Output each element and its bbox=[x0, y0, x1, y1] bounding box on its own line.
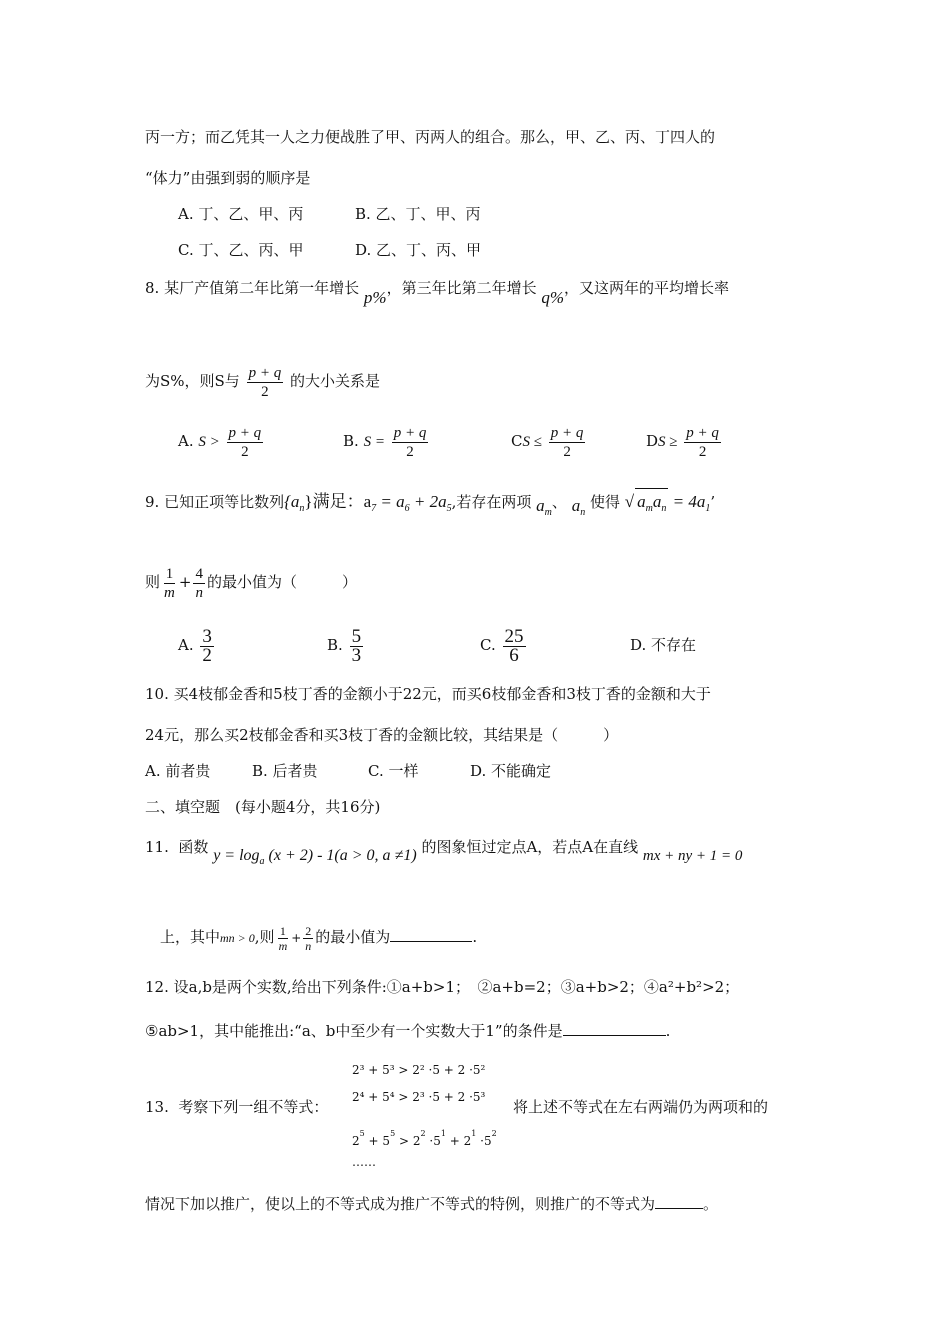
q8-option-d: DS ≥ $\frac{p + q}{2}$ bbox=[646, 424, 719, 460]
q13-ellipsis: …… bbox=[352, 1155, 376, 1169]
q8-text-a: 某厂产值第二年比第一年增长 bbox=[164, 279, 360, 297]
q9-option-b: B. $\frac{5}{3}$ bbox=[327, 625, 362, 666]
q8-fraction: $\frac{p + q}{2}$ bbox=[248, 364, 282, 400]
q10-option-b: B. 后者贵 bbox=[252, 762, 318, 780]
q11-answer-blank[interactable] bbox=[390, 927, 472, 942]
q12-answer-blank[interactable] bbox=[563, 1021, 666, 1036]
q10-line2: 24元，那么买2枝郁金香和买3枝丁香的金额比较，其结果是（ ） bbox=[145, 726, 619, 744]
q9-option-d: D. 不存在 bbox=[630, 636, 697, 654]
q13-line2: 情况下加以推广，使以上的不等式成为推广不等式的特例，则推广的不等式为 。 bbox=[145, 1195, 719, 1213]
section-heading-fill-in: 二、填空题 (每小题4分，共16分) bbox=[145, 798, 381, 816]
q10-option-d: D. 不能确定 bbox=[470, 762, 552, 780]
q7-line2: “体力”由强到弱的顺序是 bbox=[145, 169, 311, 187]
q8-option-b: B. S = $\frac{p + q}{2}$ bbox=[343, 424, 427, 460]
q7-line1: 丙一方；而乙凭其一人之力便战胜了甲、丙两人的组合。那么，甲、乙、丙、丁四人的 bbox=[145, 128, 716, 146]
q13-answer-blank[interactable] bbox=[655, 1194, 703, 1209]
q7-option-b: B. 乙、丁、甲、丙 bbox=[355, 205, 481, 223]
q10-line1: 10. 买4枝郁金香和5枝丁香的金额小于22元，而买6枝郁金香和3枝丁香的金额和大于 bbox=[145, 685, 711, 703]
q8-option-a: A. S > $\frac{p + q}{2}$ bbox=[178, 424, 262, 460]
q8-line2-a: 为S%，则S与 bbox=[145, 372, 240, 390]
q8-q-percent: q% bbox=[541, 288, 565, 307]
q8-line1 bbox=[145, 278, 730, 307]
q13-line1: 13. 考察下列一组不等式： bbox=[145, 1098, 329, 1116]
q10-option-c: C. 一样 bbox=[368, 762, 419, 780]
q11-line2: 上，其中mn > 0,则 $\frac{1}{m}$ + $\frac{2}{n}$ 的最小值为 . bbox=[160, 923, 478, 953]
q11-line1: 11. 函数 $y = \log_a (x + 2) - 1(a > 0$, a ≠1) 的图象恒过定点A，若点A在直线 mx + ny + 1 = 0 bbox=[145, 838, 743, 867]
q7-option-c: C. 丁、乙、丙、甲 bbox=[178, 241, 304, 259]
q8-number: 8. bbox=[145, 279, 160, 297]
q13-inequality-1: 2³ + 5³ > 2² ·5 + 2 ·5² bbox=[352, 1063, 486, 1077]
q9-option-a: A. $\frac{3}{2}$ bbox=[178, 625, 212, 666]
q8-text-b: ，第三年比第二年增长 bbox=[386, 279, 537, 297]
q9-line1: 9. 已知正项等比数列$\{a_n\}$满足：$a_7 = a_6 + 2a_5$,若存在两项 $a_m$、 $a_n$ 使得 √ $a_ma_n = 4a_1$’ bbox=[145, 488, 715, 522]
q8-p-percent: p% bbox=[363, 288, 387, 307]
q7-option-d: D. 乙、丁、丙、甲 bbox=[355, 241, 482, 259]
q8-line2-b: 的大小关系是 bbox=[290, 372, 381, 390]
q8-text-c: ，又这两年的平均增长率 bbox=[564, 279, 730, 297]
q9-line2: 则 $\frac{1}{m}$ + $\frac{4}{n}$ 的最小值为（ ） bbox=[145, 565, 357, 601]
q12-line2: ⑤ab>1，其中能推出:“a、b中至少有一个实数大于1”的条件是 . bbox=[145, 1022, 671, 1040]
q7-option-a: A. 丁、乙、甲、丙 bbox=[178, 205, 304, 223]
q9-option-c: C. $\frac{25}{6}$ bbox=[480, 625, 524, 666]
q12-line1: 12. 设a,b是两个实数,给出下列条件:①a+b>1； ②a+b=2；③a+b>2；④a²+b²>2； bbox=[145, 978, 740, 996]
q10-option-a: A. 前者贵 bbox=[145, 762, 211, 780]
q13-text-b: 将上述不等式在左右两端仍为两项和的 bbox=[513, 1098, 769, 1116]
q13-inequality-3: $2^5 + 5^5 > 2^2 \cdot 5^1 + 2^1 \cdot 5^2$ bbox=[352, 1129, 497, 1148]
q8-option-c: CS ≤ $\frac{p + q}{2}$ bbox=[511, 424, 584, 460]
q8-line2 bbox=[145, 362, 380, 401]
q13-inequality-2: 2⁴ + 5⁴ > 2³ ·5 + 2 ·5³ bbox=[352, 1090, 486, 1104]
